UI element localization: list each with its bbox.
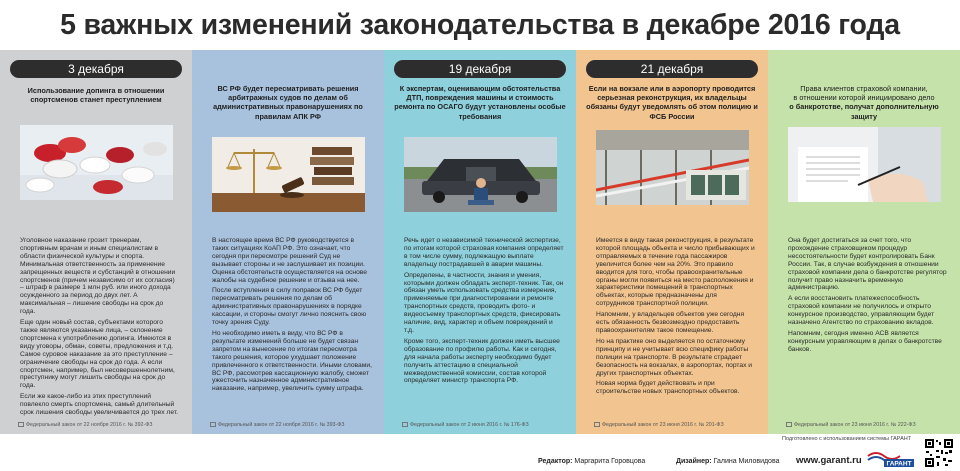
designer-name: Галина Миловидова [713, 458, 780, 465]
qr-code-icon [924, 438, 954, 468]
column-osago-experts [384, 50, 576, 434]
editor-credit [538, 458, 645, 465]
column-heading [776, 84, 952, 121]
column-heading: К экспертам, оценивающим обстоятельства ДТП, повреждения машины и стоимость ремонта по ОСАГО будут установлены особые требования [394, 84, 566, 121]
garant-logo-icon [866, 448, 916, 468]
column-supreme-court [192, 50, 384, 434]
law-reference [786, 422, 954, 428]
date-badge: 21 декабря [586, 60, 758, 78]
law-text: Федеральный закон от 23 июня 2016 г. № 201-ФЗ [602, 422, 724, 428]
designer-credit [676, 458, 780, 465]
column-heading: Использование допинга в отношении спортсменов станет преступлением [27, 86, 165, 105]
column-body [212, 237, 372, 396]
column-body [596, 237, 756, 399]
column-body [20, 237, 180, 420]
law-text: Федеральный закон от 2 июня 2016 г. № 176-ФЗ [410, 422, 529, 428]
logo-text: ГАРАНТ [886, 460, 912, 468]
law-reference [18, 422, 186, 428]
paragraph: Новая норма будет действовать и при строительстве новых транспортных объектов. [596, 380, 740, 396]
paragraph: Напомним, сегодня именно АСВ является конкурсным управляющим в делах о банкротстве банков. [788, 329, 942, 353]
editor-name: Маргарита Горовцова [574, 458, 646, 465]
page-title: 5 важных изменений законодательства в декабре 2016 года [60, 9, 900, 41]
law-text: Федеральный закон от 23 июня 2016 г. № 222-ФЗ [794, 422, 916, 428]
paragraph: Уголовное наказание грозит тренерам, спортивным врачам и иным специалистам в области физической культуры и спорта. Минимальная ответственность за применение запрещенных веществ и субстанций в отношении спортсменов (причем независимо от их согласия) – штраф в размере 1 млн руб. или иного дохода осужденного за период до двух лет. А максимальная – лишение свободы на срок до года. [20, 237, 176, 316]
document-icon [402, 422, 408, 427]
paragraph: Кроме того, эксперт-техник должен иметь высшее образование по профилю работы. Как и сегодня, для начала работы эксперту необходимо будет получить аттестацию в специальной межведомственной комиссии, состав которой определяет министр транспорта РФ. [404, 337, 560, 385]
editor-label: Редактор: [538, 458, 573, 465]
column-insurance-clients [768, 50, 960, 434]
heading-line: в отношении которой инициировано дело [793, 93, 935, 103]
paragraph: Она будет достигаться за счет того, что прохождение страховщиком процедур несостоятельности будет контролировать Банк России. Так, в случае возбуждения в отношении страховой компании дела о банкротстве регулятор получит право назначить временную администрацию. [788, 237, 947, 292]
site-link[interactable]: www.garant.ru [796, 455, 862, 466]
column-station-reconstruction [576, 50, 768, 434]
document-icon [786, 422, 792, 427]
paragraph: Имеется в виду такая реконструкция, в результате которой площадь объекта и число прибывающих и отправляемых в течение года пассажиров увеличится более чем на 20%. Это правило вводится для того, чтобы правоохранительные органы могли появиться на место расположения и характеристики помещений в транспортных объектах, которые предназначены для сотрудников транспортной полиции. [596, 237, 755, 308]
column-doping [0, 50, 192, 434]
paragraph: Напомним, у владельцев объектов уже сегодня есть обязанность безвозмездно предоставить правоохранителям такое помещение. [596, 311, 745, 334]
document-icon [210, 422, 216, 427]
document-icon [594, 422, 600, 427]
columns [0, 50, 960, 434]
car-accident-image [404, 137, 557, 212]
pills-image [20, 125, 173, 200]
paragraph: Если же какое-либо из этих преступлений повлекло смерть спортсмена, самый длительный срок лишения свободы увеличивается до трех лет. [20, 393, 178, 417]
paragraph: Но необходимо иметь в виду, что ВС РФ в результате изменений больше не будет связан запретом на вынесение по итогам пересмотра такого решения, которое ухудшает положение привлеченного к ответственности. Иными словами, ВС РФ, рассмотрев кассационную жалобу, сможет ужесточить назначенное административное наказание, например, увеличить сумму штрафа. [212, 329, 372, 393]
footer [0, 434, 960, 471]
column-heading: ВС РФ будет пересматривать решения арбитражных судов по делам об административных правонарушениях по правилам АПК РФ [213, 84, 363, 121]
column-body [404, 237, 564, 388]
law-reference [594, 422, 762, 428]
heading-line: Права клиентов страховой компании, [800, 84, 928, 93]
prepared-note: Подготовлено с использованием системы ГАРАНТ [782, 436, 912, 442]
law-text: Федеральный закон от 22 ноября 2016 г. № 392-ФЗ [26, 422, 153, 428]
designer-label: Дизайнер: [676, 458, 712, 465]
law-reference [402, 422, 570, 428]
paragraph: Определены, в частности, знания и умения, которыми должен обладать эксперт-техник. Так, он обязан уметь использовать средства измерения, применяемые при диагностировании и ремонте транспортных средств, проводить фото- и видеосъемку транспортных средств, фиксировать наличие, вид, характер и объем повреждений и т.д. [404, 271, 564, 334]
airport-construction-image [596, 130, 749, 205]
paragraph: Еще один новый состав, субъектами которого также являются указанные лица, – склонение спортсмена к употреблению допинга. Имеются в виду уговоры, обман, советы, предложения и т.д. Самое суровое наказание за это преступление – ограничение свободы на срок до года. А если спортсмен, например, был несовершеннолетним, преступнику могут лишить свободы на срок до года. [20, 319, 175, 390]
heading-line: о банкротстве, получат дополнительную защиту [789, 102, 939, 121]
date-badge: 19 декабря [394, 60, 566, 78]
date-badge: 3 декабря [10, 60, 182, 78]
column-heading: Если на вокзале или в аэропорту проводится серьезная реконструкция, их владельцы обязаны будут уведомлять об этом полицию и ФСБ России [586, 84, 758, 121]
document-icon [18, 422, 24, 427]
column-body [788, 237, 948, 357]
paragraph: В настоящее время ВС РФ руководствуется в таких ситуациях КоАП РФ. Это означает, что сегодня при пересмотре решений Суд не вызывает стороны и не заслушивает их позиции. Оценка обстоятельств осуществляется на основе жалобы на судебное решение и отзыва на нее. [212, 237, 367, 284]
paragraph: После вступления в силу поправок ВС РФ будет пересматривать решения по делам об административных правонарушениях в порядке кассации, и стороны смогут лично пояснить свою точку зрения Суду. [212, 287, 367, 327]
law-reference [210, 422, 378, 428]
paragraph: А если восстановить платежеспособность страховой компании не получилось и открыто конкурсное производство, управляющим будет назначено Агентство по страхованию вкладов. [788, 295, 935, 327]
paragraph: Но на практике оно выделяется по остаточному принципу и не учитывает всю специфику работы полиции на транспорте. В результате страдает безопасность на вокзалах, в аэропортах, портах и других транспортных объектах. [596, 337, 753, 377]
law-text: Федеральный закон от 22 ноября 2016 г. № 393-ФЗ [218, 422, 345, 428]
contract-signing-image [788, 127, 941, 202]
paragraph: Речь идет о независимой технической экспертизе, по итогам которой страховая компания определяет в том числе сумму, подлежащую выплате владельцу пострадавшей в аварии машины. [404, 237, 564, 268]
justice-scales-image [212, 137, 365, 212]
